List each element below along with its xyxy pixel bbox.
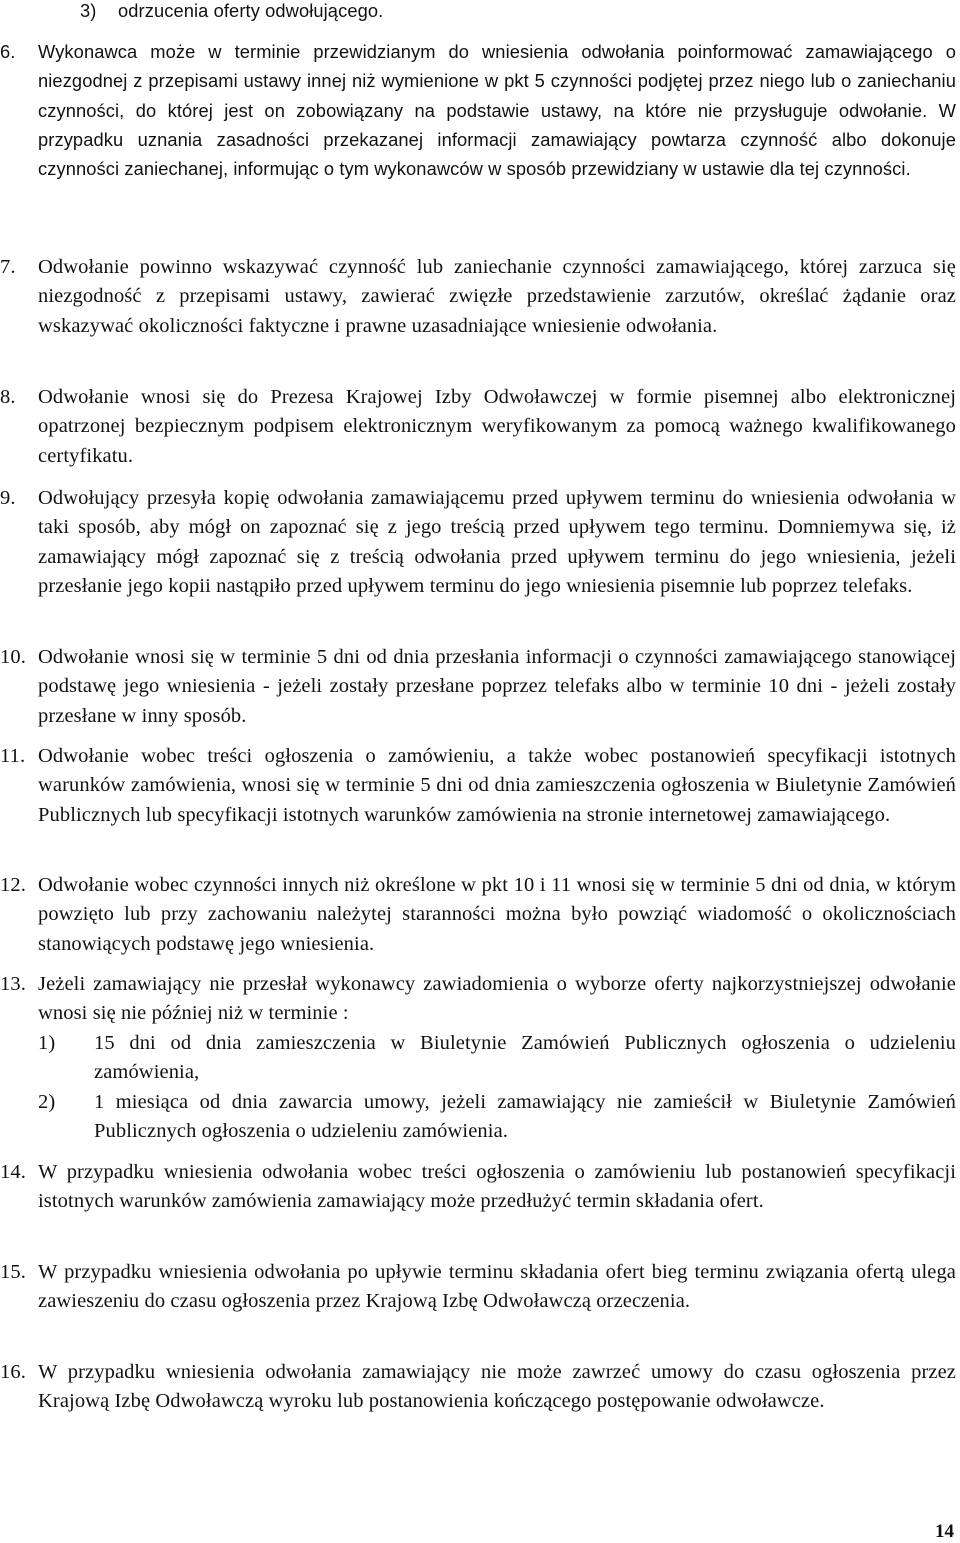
item-text: Odwołanie wobec czynności innych niż określone w pkt 10 i 11 wnosi się w terminie 5 dni od dnia, w którym powzięto lub przy zachowaniu należytej staranności można było powziąć wiadomość o okolicznościach stanowiących podstawę jego wniesienia.	[38, 874, 956, 955]
item-number: 6.	[0, 41, 16, 62]
list-item-10	[0, 643, 960, 731]
item-text: Jeżeli zamawiający nie przesłał wykonawcy zawiadomienia o wyborze oferty najkorzystniejszej odwołanie wnosi się nie później niż w terminie :	[38, 973, 956, 1025]
item-number: 14.	[0, 1161, 26, 1183]
item-number: 7.	[0, 256, 16, 278]
item-text: W przypadku wniesienia odwołania po upływie terminu składania ofert bieg terminu związania ofertą ulega zawieszeniu do czasu ogłoszenia przez Krajową Izbę Odwoławczą orzeczenia.	[38, 1261, 956, 1313]
item-text: Odwołanie wobec treści ogłoszenia o zamówieniu, a także wobec postanowień specyfikacji istotnych warunków zamówienia, wnosi się w terminie 5 dni od dnia zamieszczenia ogłoszenia w Biuletynie Zamówień Publicznych lub specyfikacji istotnych warunków zamówienia na stronie internetowej zamawiającego.	[38, 745, 956, 826]
list-item-7	[0, 253, 960, 341]
list-item-14	[0, 1158, 960, 1217]
item-text: Odwołujący przesyła kopię odwołania zamawiającemu przed upływem terminu do wniesienia odwołania w taki sposób, aby mógł on zapoznać się z jego treścią przed upływem tego terminu. Domniemywa się, iż zamawiający mógł zapoznać się z treścią odwołania przed upływem terminu do jego wniesienia, jeżeli przesłanie jego kopii nastąpiło przed upływem terminu do jego wniesienia pisemnie lub poprzez telefaks.	[38, 487, 956, 597]
item-text: Odwołanie powinno wskazywać czynność lub zaniechanie czynności zamawiającego, której zarzuca się niezgodność z przepisami ustawy, zawierać zwięzłe przedstawienie zarzutów, określać żądanie oraz wskazywać okoliczności faktyczne i prawne uzasadniające wniesienie odwołania.	[38, 256, 956, 337]
item-number: 8.	[0, 386, 16, 408]
item-text: odrzucenia oferty odwołującego.	[118, 0, 384, 21]
list-item-13	[0, 970, 960, 1029]
item-number: 12.	[0, 874, 26, 896]
sub-item-text: 15 dni od dnia zamieszczenia w Biuletynie Zamówień Publicznych ogłoszenia o udzieleniu zamówienia,	[94, 1032, 956, 1084]
list-item-13-sub-2	[38, 1088, 956, 1147]
list-item-15	[0, 1258, 960, 1317]
item-text: Odwołanie wnosi się w terminie 5 dni od dnia przesłania informacji o czynności zamawiającego stanowiącej podstawę jego wniesienia - jeżeli zostały przesłane poprzez telefaks albo w terminie 10 dni - jeżeli zostały przesłane w inny sposób.	[38, 646, 956, 727]
item-number: 11.	[0, 745, 26, 767]
list-item-8	[0, 383, 960, 471]
sub-item-text: 1 miesiąca od dnia zawarcia umowy, jeżeli zamawiający nie zamieścił w Biuletynie Zamówień Publicznych ogłoszenia o udzieleniu zamówienia.	[94, 1091, 956, 1143]
list-item-11	[0, 742, 960, 830]
item-number: 13.	[0, 973, 26, 995]
list-item-13-sub-1	[38, 1029, 956, 1088]
item-text: Odwołanie wnosi się do Prezesa Krajowej Izby Odwoławczej w formie pisemnej albo elektronicznej opatrzonej bezpiecznym podpisem elektronicznym weryfikowanym za pomocą ważnego kwalifikowanego certyfikatu.	[38, 386, 956, 467]
item-text: W przypadku wniesienia odwołania wobec treści ogłoszenia o zamówieniu lub postanowień specyfikacji istotnych warunków zamówienia zamawiający może przedłużyć termin składania ofert.	[38, 1161, 956, 1213]
list-item-12	[0, 871, 960, 959]
item-text: W przypadku wniesienia odwołania zamawiający nie może zawrzeć umowy do czasu ogłoszenia przez Krajową Izbę Odwoławczą wyroku lub postanowienia kończącego postępowanie odwoławcze.	[38, 1361, 956, 1413]
item-number: 9.	[0, 487, 16, 509]
item-number: 10.	[0, 646, 26, 668]
item-number: 16.	[0, 1361, 26, 1383]
sub-item-number: 2)	[38, 1091, 56, 1113]
list-item-6	[0, 37, 960, 183]
item-number: 15.	[0, 1261, 26, 1283]
page-number: 14	[935, 1521, 954, 1542]
sub-item-number: 1)	[38, 1032, 56, 1054]
item-number: 3)	[80, 0, 97, 21]
list-item-16	[0, 1358, 960, 1417]
list-item-3	[80, 0, 950, 25]
item-text: Wykonawca może w terminie przewidzianym do wniesienia odwołania poinformować zamawiającego o niezgodnej z przepisami ustawy innej niż wymienione w pkt 5 czynności podjętej przez niego lub o zaniechaniu czynności, do której jest on zobowiązany na podstawie ustawy, na które nie przysługuje odwołanie. W przypadku uznania zasadności przekazanej informacji zamawiający powtarza czynność albo dokonuje czynności zaniechanej, informując o tym wykonawców w sposób przewidziany w ustawie dla tej czynności.	[38, 41, 956, 180]
list-item-9	[0, 484, 960, 601]
